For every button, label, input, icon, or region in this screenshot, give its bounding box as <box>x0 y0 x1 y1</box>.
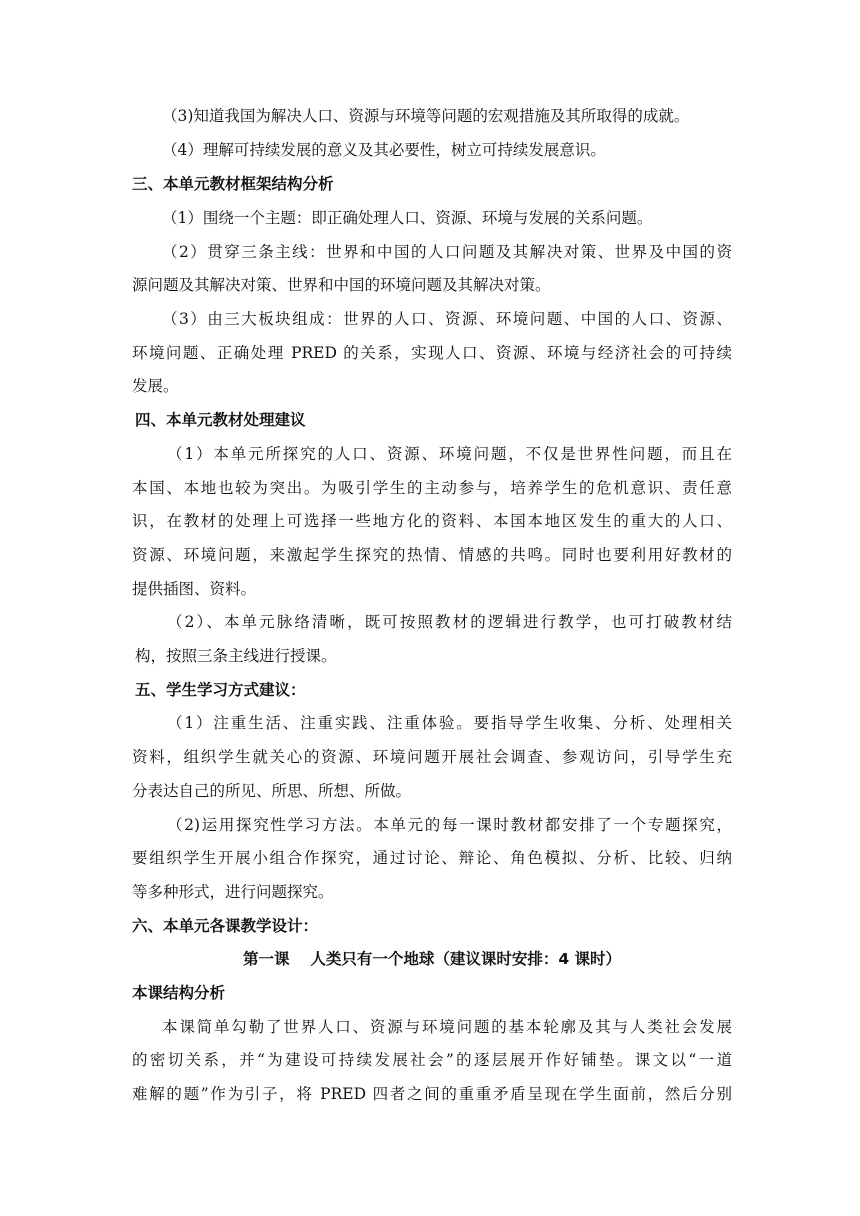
text-line: （3）由三大板块组成：世界的人口、资源、环境问题、中国的人口、资源、 <box>162 310 732 328</box>
text-line: 本国、本地也较为突出。为吸引学生的主动参与，培养学生的危机意识、责任意 <box>132 479 732 497</box>
section-heading: 本课结构分析 <box>132 984 226 1002</box>
text-line: （2)运用探究性学习方法。本单元的每一课时教材都安排了一个专题探究， <box>167 816 732 834</box>
text-line: （1）围绕一个主题：即正确处理人口、资源、环境与发展的关系问题。 <box>162 209 653 227</box>
text-line: 识，在教材的处理上可选择一些地方化的资料、本国本地区发生的重大的人口、 <box>132 512 732 530</box>
text-line: （2）、本单元脉络清晰，既可按照教材的逻辑进行教学，也可打破教材结 <box>167 613 732 631</box>
text-line: 分表达自己的所见、所思、所想、所做。 <box>132 782 412 800</box>
text-line: 构，按照三条主线进行授课。 <box>135 647 337 665</box>
section-heading: 三、本单元教材框架结构分析 <box>132 175 334 193</box>
text-line: 提供插图、资料。 <box>132 580 257 598</box>
text-line: 的密切关系，并“为建设可持续发展社会”的逐层展开作好铺垫。课文以“一道 <box>132 1051 732 1069</box>
text-line: 本课简单勾勒了世界人口、资源与环境问题的基本轮廓及其与人类社会发展 <box>162 1018 732 1036</box>
text-line: （1）本单元所探究的人口、资源、环境问题，不仅是世界性问题，而且在 <box>167 445 732 463</box>
section-heading: 六、本单元各课教学设计： <box>132 917 319 935</box>
text-line: （1）注重生活、注重实践、注重体验。要指导学生收集、分析、处理相关 <box>167 714 732 732</box>
text-line: 等多种形式，进行问题探究。 <box>132 883 334 901</box>
text-line: 难解的题”作为引子，将 PRED 四者之间的重重矛盾呈现在学生面前，然后分别 <box>132 1085 732 1103</box>
text-line: 环境问题、正确处理 PRED 的关系，实现人口、资源、环境与经济社会的可持续 <box>132 344 732 362</box>
text-line: 资源、环境问题，来激起学生探究的热情、情感的共鸣。同时也要利用好教材的 <box>132 546 732 564</box>
lesson-title: 第一课 人类只有一个地球（建议课时安排：4 课时） <box>242 950 622 968</box>
text-line: 要组织学生开展小组合作探究，通过讨论、辩论、角色模拟、分析、比较、归纳 <box>132 849 732 867</box>
section-heading: 五、学生学习方式建议： <box>135 681 306 699</box>
text-line: （2）贯穿三条主线：世界和中国的人口问题及其解决对策、世界及中国的资 <box>162 243 732 261</box>
text-line: 发展。 <box>132 377 179 395</box>
section-heading: 四、本单元教材处理建议 <box>135 411 306 429</box>
text-line: 资料，组织学生就关心的资源、环境问题开展社会调查、参观访问，引导学生充 <box>132 748 732 766</box>
text-line: 源问题及其解决对策、世界和中国的环境问题及其解决对策。 <box>132 276 551 294</box>
text-line: （4）理解可持续发展的意义及其必要性，树立可持续发展意识。 <box>162 141 606 159</box>
text-line: （3)知道我国为解决人口、资源与环境等问题的宏观措施及其所取得的成就。 <box>162 107 690 125</box>
